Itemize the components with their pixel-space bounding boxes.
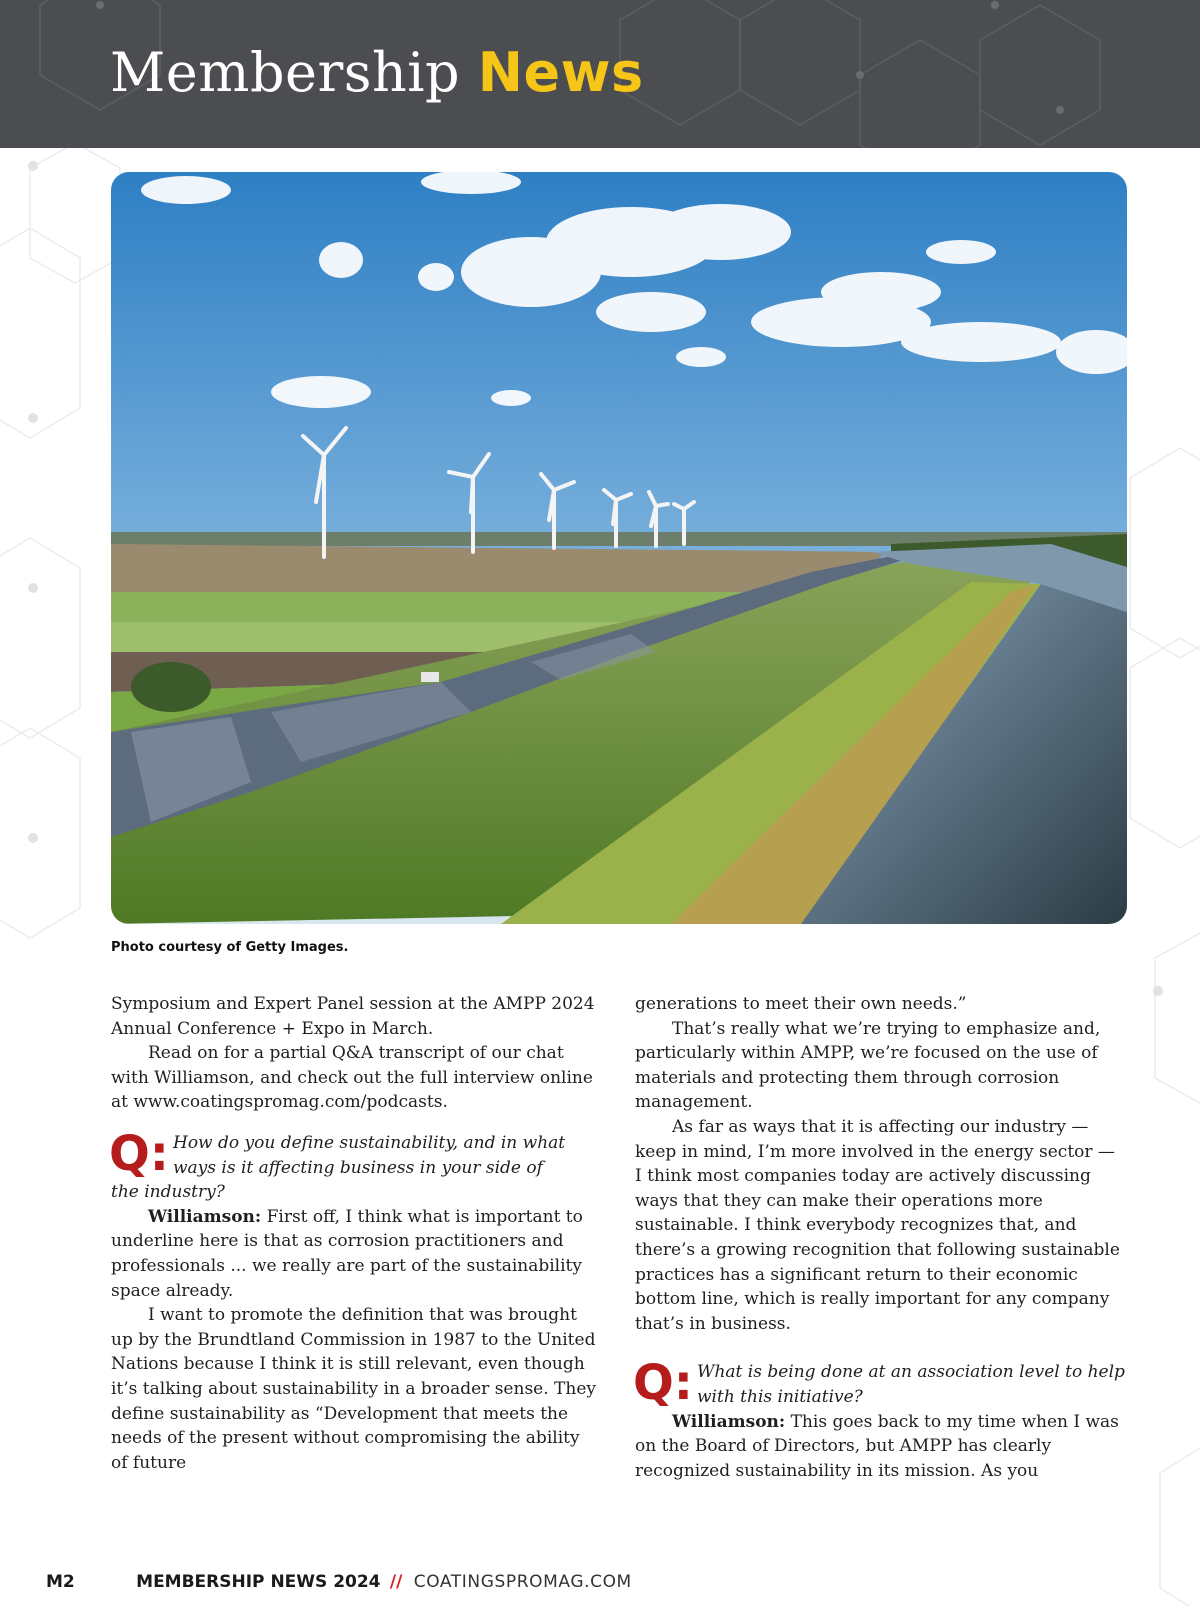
page-title [110, 41, 644, 104]
photo-caption: Photo courtesy of Getty Images. [111, 940, 349, 955]
answer-2-text: This goes back to my time when I was on the Board of Directors, but AMPP has clearly recognized sustainability in its mission. As you [635, 1411, 1119, 1481]
question-1-marker: Q: [109, 1125, 169, 1182]
answer-2 [635, 1410, 1125, 1484]
question-1 [109, 1125, 601, 1205]
question-2-line-2: with this initiative? [697, 1386, 863, 1407]
header-banner [0, 0, 1200, 148]
answer-1-speaker: Williamson: [148, 1206, 262, 1227]
magazine-section: MEMBERSHIP NEWS 2024 [136, 1572, 381, 1592]
right-paragraph-1: generations to meet their own needs.” [635, 994, 967, 1014]
footer-separator: // [389, 1572, 403, 1592]
page-number: M2 [46, 1572, 75, 1592]
question-1-line-3: the industry? [111, 1182, 225, 1203]
landscape-photo-icon [111, 172, 1127, 924]
website-link[interactable]: COATINGSPROMAG.COM [413, 1572, 632, 1592]
left-paragraph-2: Read on for a partial Q&A transcript of our chat with Williamson, and check out the full interview online at www.coatingspromag.com/podcasts. [111, 1043, 593, 1113]
question-1-line-2: ways is it affecting business in your side of [173, 1157, 543, 1178]
right-paragraph-3: As far as ways that it is affecting our industry — keep in mind, I’m more involved in the energy sector — I think most companies today are actively discussing ways that they can make their operations more sustainable. I think everybody recognizes that, and there’s a growing recognition that following sustainable practices has a significant return to their economic bottom line, which is really important for any company that’s in business. [635, 1116, 1120, 1334]
article-left-column [111, 992, 601, 1475]
answer-1 [111, 1205, 601, 1303]
left-paragraph-3: I want to promote the definition that was brought up by the Brundtland Commission in 1987 to the United Nations because I think it is still relevant, even though it’s talking about sustainability in a broader sense. They define sustainability as “Development that meets the needs of the present without compromising the ability of future [111, 1305, 596, 1473]
left-paragraph-1: Symposium and Expert Panel session at the AMPP 2024 Annual Conference + Expo in March. [111, 994, 595, 1039]
answer-1-text: First off, I think what is important to underline here is that as corrosion practitioners and professionals ... we really are part of the sustainability space already. [111, 1206, 583, 1301]
answer-2-speaker: Williamson: [672, 1411, 786, 1432]
question-2 [633, 1355, 1125, 1412]
right-paragraph-2: That’s really what we’re trying to emphasize and, particularly within AMPP, we’re focused on the use of materials and protecting them through corrosion management. [635, 1018, 1101, 1113]
question-2-marker: Q: [633, 1355, 693, 1412]
title-word-news: News [477, 41, 644, 104]
title-word-membership: Membership [110, 41, 461, 104]
question-2-line-1: What is being done at an association level to help [697, 1362, 1125, 1383]
hero-photo [111, 172, 1127, 924]
question-1-line-1: How do you define sustainability, and in what [173, 1132, 566, 1153]
article-right-column [635, 992, 1125, 1483]
page-footer [46, 1572, 632, 1592]
